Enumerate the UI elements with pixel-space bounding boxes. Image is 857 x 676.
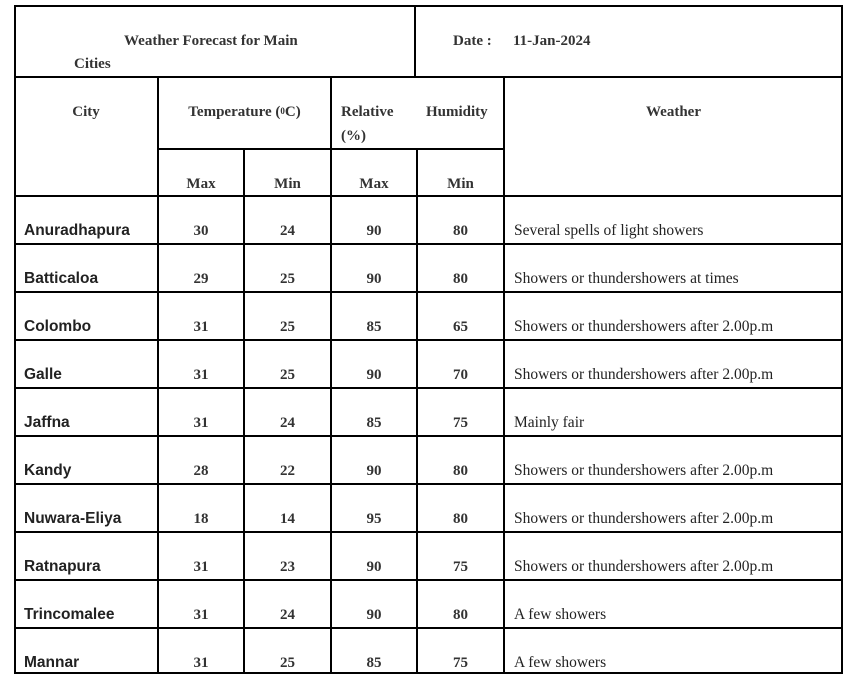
- humidity-max-cell: 90: [366, 607, 382, 623]
- humidity-min-cell: 75: [453, 559, 468, 575]
- grid-line: [14, 387, 843, 389]
- table-title-continued: Cities: [74, 56, 111, 72]
- humidity-min-cell: 75: [453, 415, 468, 431]
- grid-line: [14, 579, 843, 581]
- temp-max-cell: 31: [193, 319, 209, 335]
- city-cell: Batticaloa: [24, 270, 99, 287]
- city-cell: Colombo: [24, 318, 92, 335]
- grid-line: [14, 243, 843, 245]
- temp-min-cell: 25: [280, 367, 295, 383]
- temp-min-cell: 14: [280, 511, 295, 527]
- column-header-city: City: [72, 104, 100, 120]
- temp-max-cell: 30: [193, 223, 209, 239]
- date-value: 11-Jan-2024: [513, 33, 591, 49]
- temp-max-cell: 31: [193, 559, 209, 575]
- grid-line: [14, 291, 843, 293]
- weather-cell: Several spells of light showers: [514, 222, 704, 239]
- city-cell: Mannar: [24, 654, 80, 671]
- column-header-relative: Relative: [341, 104, 394, 120]
- city-cell: Jaffna: [24, 414, 70, 431]
- city-cell: Trincomalee: [24, 606, 115, 623]
- temp-max-cell: 31: [193, 415, 209, 431]
- date-label: Date :: [453, 33, 492, 49]
- humidity-min-cell: 65: [453, 319, 468, 335]
- subheader-temp-min: Min: [274, 176, 301, 192]
- grid-line: [157, 76, 159, 674]
- humidity-max-cell: 90: [366, 223, 382, 239]
- humidity-max-cell: 85: [366, 319, 382, 335]
- grid-line: [14, 672, 843, 674]
- humidity-min-cell: 75: [453, 655, 468, 671]
- humidity-min-cell: 70: [453, 367, 468, 383]
- temp-max-cell: 31: [193, 655, 209, 671]
- humidity-max-cell: 85: [366, 655, 382, 671]
- grid-line: [14, 339, 843, 341]
- humidity-min-cell: 80: [453, 223, 468, 239]
- column-header-relative-unit: (%): [341, 128, 366, 144]
- temp-min-cell: 25: [280, 271, 295, 287]
- column-header-weather: Weather: [646, 104, 701, 120]
- temp-min-cell: 23: [280, 559, 295, 575]
- weather-cell: Showers or thundershowers after 2.00p.m: [514, 462, 774, 479]
- temp-max-cell: 31: [193, 607, 209, 623]
- city-cell: Kandy: [24, 462, 72, 479]
- temp-max-cell: 18: [193, 511, 209, 527]
- grid-line: [503, 76, 505, 674]
- temp-max-cell: 28: [193, 463, 209, 479]
- temp-min-cell: 24: [280, 223, 295, 239]
- weather-cell: Mainly fair: [514, 414, 585, 431]
- weather-cell: Showers or thundershowers after 2.00p.m: [514, 318, 774, 335]
- weather-forecast-table: [14, 5, 843, 674]
- humidity-max-cell: 90: [366, 367, 382, 383]
- weather-cell: Showers or thundershowers after 2.00p.m: [514, 510, 774, 527]
- grid-line: [330, 76, 332, 674]
- city-cell: Anuradhapura: [24, 222, 130, 239]
- humidity-min-cell: 80: [453, 511, 468, 527]
- city-cell: Ratnapura: [24, 558, 101, 575]
- weather-cell: A few showers: [514, 606, 607, 623]
- city-cell: Galle: [24, 366, 62, 383]
- temp-min-cell: 24: [280, 415, 295, 431]
- grid-line: [243, 148, 245, 674]
- temp-min-cell: 24: [280, 607, 295, 623]
- humidity-max-cell: 95: [366, 511, 382, 527]
- grid-line: [14, 195, 843, 197]
- grid-line: [14, 531, 843, 533]
- humidity-max-cell: 90: [366, 271, 382, 287]
- column-header-humidity: Humidity: [426, 104, 488, 120]
- grid-line: [14, 627, 843, 629]
- humidity-max-cell: 85: [366, 415, 382, 431]
- table-grid: [14, 5, 843, 674]
- weather-cell: A few showers: [514, 654, 607, 671]
- grid-line: [14, 5, 843, 7]
- humidity-min-cell: 80: [453, 271, 468, 287]
- temp-max-cell: 29: [193, 271, 209, 287]
- column-header-temperature: Temperature ($^0$C): [188, 104, 301, 120]
- city-cell: Nuwara-Eliya: [24, 510, 122, 527]
- weather-cell: Showers or thundershowers after 2.00p.m: [514, 558, 774, 575]
- grid-line: [414, 5, 416, 77]
- temp-min-cell: 25: [280, 655, 295, 671]
- subheader-humidity-min: Min: [447, 176, 474, 192]
- subheader-humidity-max: Max: [359, 176, 389, 192]
- grid-line: [416, 148, 418, 674]
- table-title: Weather Forecast for Main: [124, 33, 298, 49]
- grid-line: [14, 435, 843, 437]
- humidity-min-cell: 80: [453, 463, 468, 479]
- grid-line: [14, 76, 843, 78]
- temp-min-cell: 25: [280, 319, 295, 335]
- grid-line: [14, 483, 843, 485]
- subheader-temp-max: Max: [186, 176, 216, 192]
- humidity-min-cell: 80: [453, 607, 468, 623]
- temp-min-cell: 22: [280, 463, 295, 479]
- humidity-max-cell: 90: [366, 463, 382, 479]
- temp-max-cell: 31: [193, 367, 209, 383]
- humidity-max-cell: 90: [366, 559, 382, 575]
- weather-cell: Showers or thundershowers at times: [514, 270, 739, 287]
- weather-cell: Showers or thundershowers after 2.00p.m: [514, 366, 774, 383]
